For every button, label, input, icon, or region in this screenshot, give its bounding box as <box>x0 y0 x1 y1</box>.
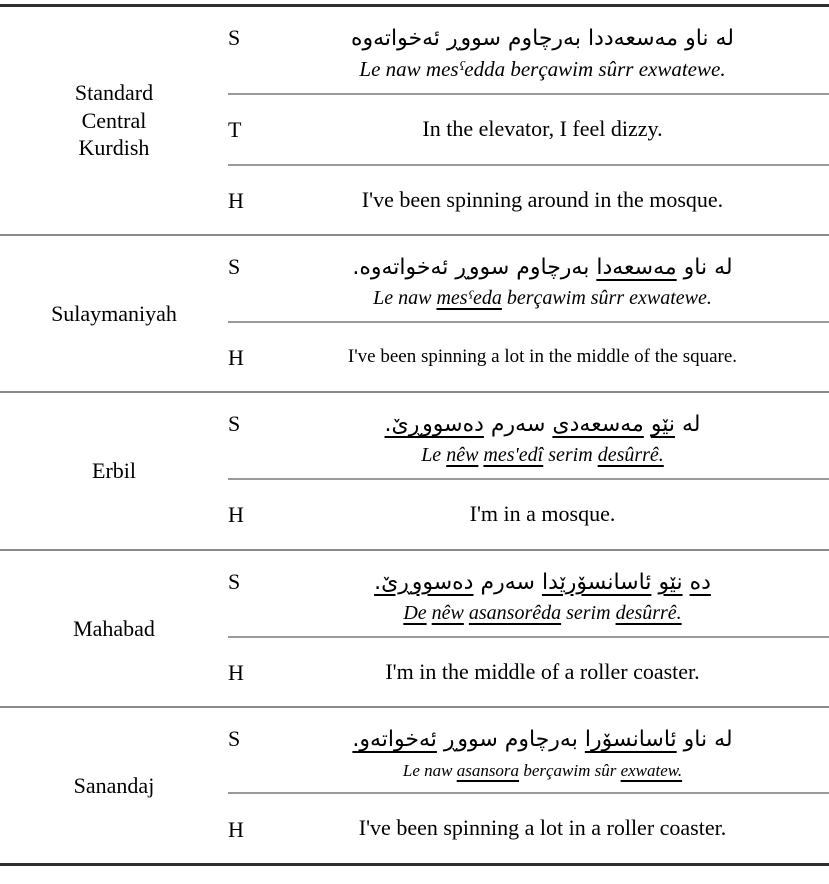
entry-tag: H <box>228 816 244 842</box>
entry-tag: T <box>228 117 242 143</box>
translation-entry <box>228 95 829 164</box>
dialect-row-erbil <box>0 393 829 548</box>
dialect-label-cell <box>0 708 228 863</box>
romanization: De nêw asansorêda serim desûrrê. <box>403 601 682 624</box>
hypothesis-entry <box>228 794 829 863</box>
entry-tag: S <box>228 254 241 280</box>
romanization: Le naw asansora berçawim sûr exwatew. <box>402 761 683 781</box>
entry-tag: H <box>228 659 244 685</box>
hypothesis-entry <box>228 638 829 707</box>
source-entry <box>228 393 829 478</box>
entry-tag: S <box>228 726 241 752</box>
entry-tag: H <box>228 188 244 214</box>
dialect-label-cell <box>0 7 228 234</box>
entry-tag: S <box>228 568 241 594</box>
english-sentence: I've been spinning around in the mosque. <box>361 186 724 212</box>
dialect-label: Mahabad <box>73 615 155 641</box>
dialect-label: Erbil <box>92 458 136 484</box>
dialect-row-standard-central-kurdish <box>0 7 829 234</box>
kurdish-sentence: له ناو مەسعەددا بەرچاوم سووڕ ئەخواتەوە <box>350 26 735 51</box>
entry-tag: S <box>228 411 241 437</box>
english-sentence: I've been spinning a lot in a roller coaster. <box>358 815 727 841</box>
entry-tag: H <box>228 345 244 371</box>
english-sentence: I'm in a mosque. <box>469 501 616 527</box>
english-sentence: I've been spinning a lot in the middle of the square. <box>347 345 738 367</box>
kurdish-sentence: له نێو مەسعەدی سەرم دەسووڕێ. <box>384 412 701 438</box>
entry-tag: S <box>228 25 241 50</box>
dialect-row-mahabad <box>0 551 829 706</box>
bottom-rule <box>0 863 829 866</box>
source-entry <box>228 7 829 93</box>
dialect-label-cell <box>0 551 228 706</box>
dialect-label-cell <box>0 236 228 391</box>
dialect-label-cell <box>0 393 228 548</box>
source-entry <box>228 236 829 321</box>
dialect-row-sanandaj <box>0 708 829 863</box>
romanization: Le naw mesˤedda berçawim sûrr exwatewe. <box>359 56 726 81</box>
romanization: Le naw mesˤeda berçawim sûrr exwatewe. <box>373 287 712 310</box>
hypothesis-entry <box>228 323 829 391</box>
kurdish-sentence: له ناو مەسعەدا بەرچاوم سووڕ ئەخواتەوە. <box>352 255 733 281</box>
dialect-row-sulaymaniyah <box>0 236 829 391</box>
kurdish-sentence: دە نێو ئاسانسۆرێدا سەرم دەسووڕێ. <box>374 569 711 595</box>
entry-tag: H <box>228 502 244 528</box>
dialect-label: Sulaymaniyah <box>51 301 177 327</box>
english-sentence: I'm in the middle of a roller coaster. <box>385 658 700 684</box>
hypothesis-entry <box>228 480 829 549</box>
source-entry <box>228 708 829 792</box>
hypothesis-entry <box>228 166 829 235</box>
kurdish-sentence: له ناو ئاسانسۆرا بەرچاوم سووڕ ئەخواتەو. <box>352 727 733 753</box>
source-entry <box>228 551 829 636</box>
romanization: Le nêw mes'edî serim desûrrê. <box>421 444 664 467</box>
dialect-label: Sanandaj <box>73 772 155 798</box>
dialect-label: Standard Central Kurdish <box>74 80 154 161</box>
english-sentence: In the elevator, I feel dizzy. <box>422 116 663 142</box>
